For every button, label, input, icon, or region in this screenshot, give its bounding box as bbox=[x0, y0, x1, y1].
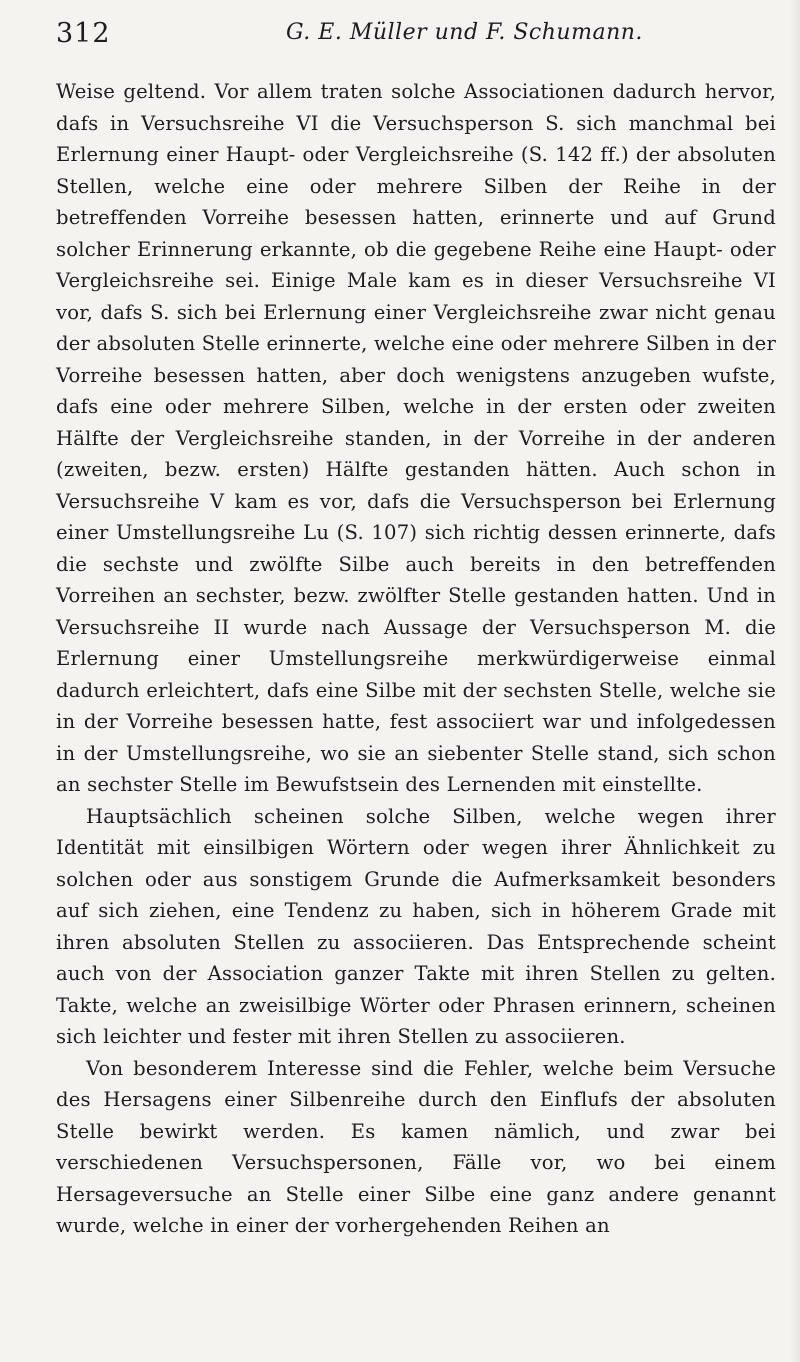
paragraph-continuation: Weise geltend. Vor allem traten solche Associationen dadurch hervor, dafs in Versuchsreihe VI die Versuchsperson S. sich manchmal bei Erlernung einer Haupt- oder Vergleichsreihe (S. 142 ff.) der absoluten Stellen, welche eine oder mehrere Silben der Reihe in der betreffenden Vorreihe besessen hatten, erinnerte und auf Grund solcher Erinnerung erkannte, ob die gegebene Reihe eine Haupt- oder Vergleichsreihe sei. Einige Male kam es in dieser Versuchsreihe VI vor, dafs S. sich bei Erlernung einer Vergleichsreihe zwar nicht genau der absoluten Stelle erinnerte, welche eine oder mehrere Silben in der Vorreihe besessen hatten, aber doch wenigstens anzugeben wufste, dafs eine oder mehrere Silben, welche in der ersten oder zweiten Hälfte der Vergleichsreihe standen, in der Vorreihe in der anderen (zweiten, bezw. ersten) Hälfte gestanden hätten. Auch schon in Versuchsreihe V kam es vor, dafs die Versuchsperson bei Erlernung einer Umstellungsreihe Lu (S. 107) sich richtig dessen erinnerte, dafs die sechste und zwölfte Silbe auch bereits in den betreffenden Vorreihen an sechster, bezw. zwölfter Stelle gestanden hatten. Und in Versuchsreihe II wurde nach Aussage der Versuchsperson M. die Erlernung einer Umstellungsreihe merkwürdigerweise einmal dadurch erleichtert, dafs eine Silbe mit der sechsten Stelle, welche sie in der Vorreihe besessen hatte, fest associiert war und infolgedessen in der Umstellungsreihe, wo sie an siebenter Stelle stand, sich schon an sechster Stelle im Bewufstsein des Lernenden mit einstellte. bbox=[56, 80, 777, 796]
page-header bbox=[56, 18, 776, 58]
paragraph-identity-silben: Hauptsächlich scheinen solche Silben, welche wegen ihrer Identität mit einsilbigen Wörtern oder wegen ihrer Ähnlichkeit zu solchen oder aus sonstigem Grunde die Aufmerksamkeit besonders auf sich ziehen, eine Tendenz zu haben, sich in höherem Grade mit ihren absoluten Stellen zu associieren. Das Entsprechende scheint auch von der Association ganzer Takte mit ihren Stellen zu gelten. Takte, welche an zweisilbige Wörter oder Phrasen erinnern, scheinen sich leichter und fester mit ihren Stellen zu associieren. bbox=[56, 804, 776, 1048]
running-head: G. E. Müller und F. Schumann. bbox=[286, 20, 643, 45]
page-number: 312 bbox=[56, 18, 111, 49]
paragraph-fehler: Von besonderem Interesse sind die Fehler, welche beim Versuche des Hersagens einer Silbenreihe durch den Einflufs der absoluten Stelle bewirkt werden. Es kamen nämlich, und zwar bei verschiedenen Versuchspersonen, Fälle vor, wo bei einem Hersageversuche an Stelle einer Silbe eine ganz andere genannt wurde, welche in einer der vorhergehenden Reihen an bbox=[56, 1056, 776, 1237]
page-edge-shadow bbox=[790, 0, 800, 1362]
body-text bbox=[56, 76, 776, 1242]
